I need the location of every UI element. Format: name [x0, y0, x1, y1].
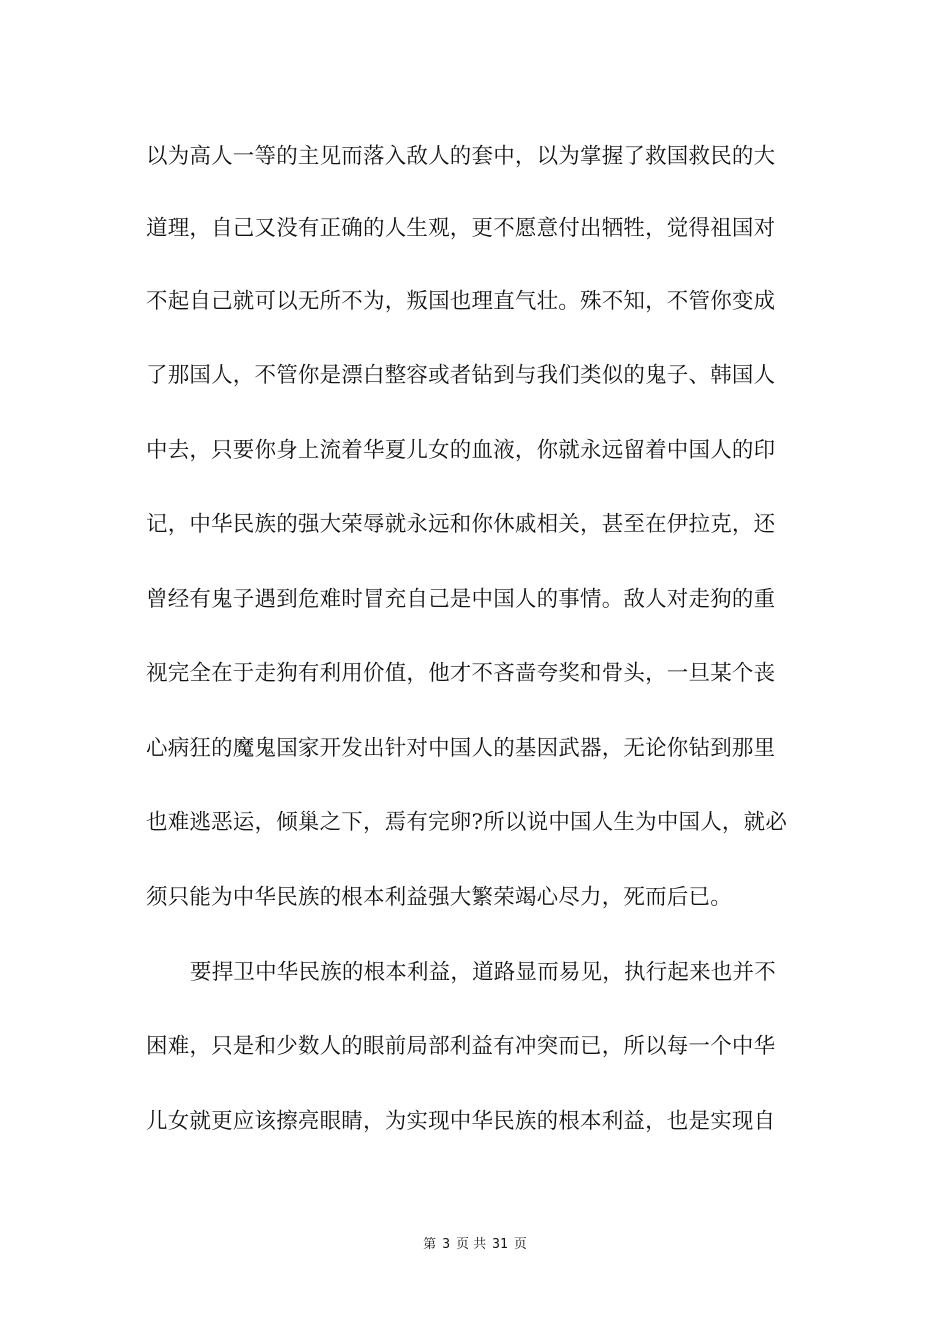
text-line: 曾经有鬼子遇到危难时冒充自己是中国人的事情。敌人对走狗的重 — [146, 587, 776, 612]
total-pages-number: 31 — [492, 1237, 508, 1252]
footer-prefix: 第 — [423, 1237, 437, 1252]
current-page-number: 3 — [442, 1237, 451, 1252]
text-line: 道理，自己又没有正确的人生观，更不愿意付出牺牲，觉得祖国对 — [146, 216, 776, 241]
text-line: 中去，只要你身上流着华夏儿女的血液，你就永远留着中国人的印 — [146, 438, 776, 463]
text-line: 了那国人，不管你是漂白整容或者钻到与我们类似的鬼子、韩国人 — [146, 363, 776, 388]
text-line: 儿女就更应该擦亮眼睛，为实现中华民族的根本利益，也是实现自 — [146, 1109, 776, 1134]
text-line: 困难，只是和少数人的眼前局部利益有冲突而已，所以每一个中华 — [146, 1034, 776, 1059]
text-line: 也难逃恶运，倾巢之下，焉有完卵?所以说中国人生为中国人，就必 — [146, 810, 788, 835]
footer-middle: 页 共 — [456, 1237, 487, 1252]
paragraph-first-line: 要捍卫中华民族的根本利益，道路显而易见，执行起来也并不 — [190, 960, 776, 985]
footer-suffix: 页 — [513, 1237, 527, 1252]
text-line: 以为高人一等的主见而落入敌人的套中，以为掌握了救国救民的大 — [146, 144, 776, 169]
text-line: 记，中华民族的强大荣辱就永远和你休戚相关，甚至在伊拉克，还 — [146, 512, 776, 537]
text-line: 须只能为中华民族的根本利益强大繁荣竭心尽力，死而后已。 — [146, 885, 732, 910]
page-footer — [0, 1236, 950, 1254]
text-line: 不起自己就可以无所不为，叛国也理直气壮。殊不知，不管你变成 — [146, 289, 776, 314]
text-line: 心病狂的魔鬼国家开发出针对中国人的基因武器，无论你钻到那里 — [146, 736, 776, 761]
text-line: 视完全在于走狗有利用价值，他才不吝啬夸奖和骨头，一旦某个丧 — [146, 661, 776, 686]
